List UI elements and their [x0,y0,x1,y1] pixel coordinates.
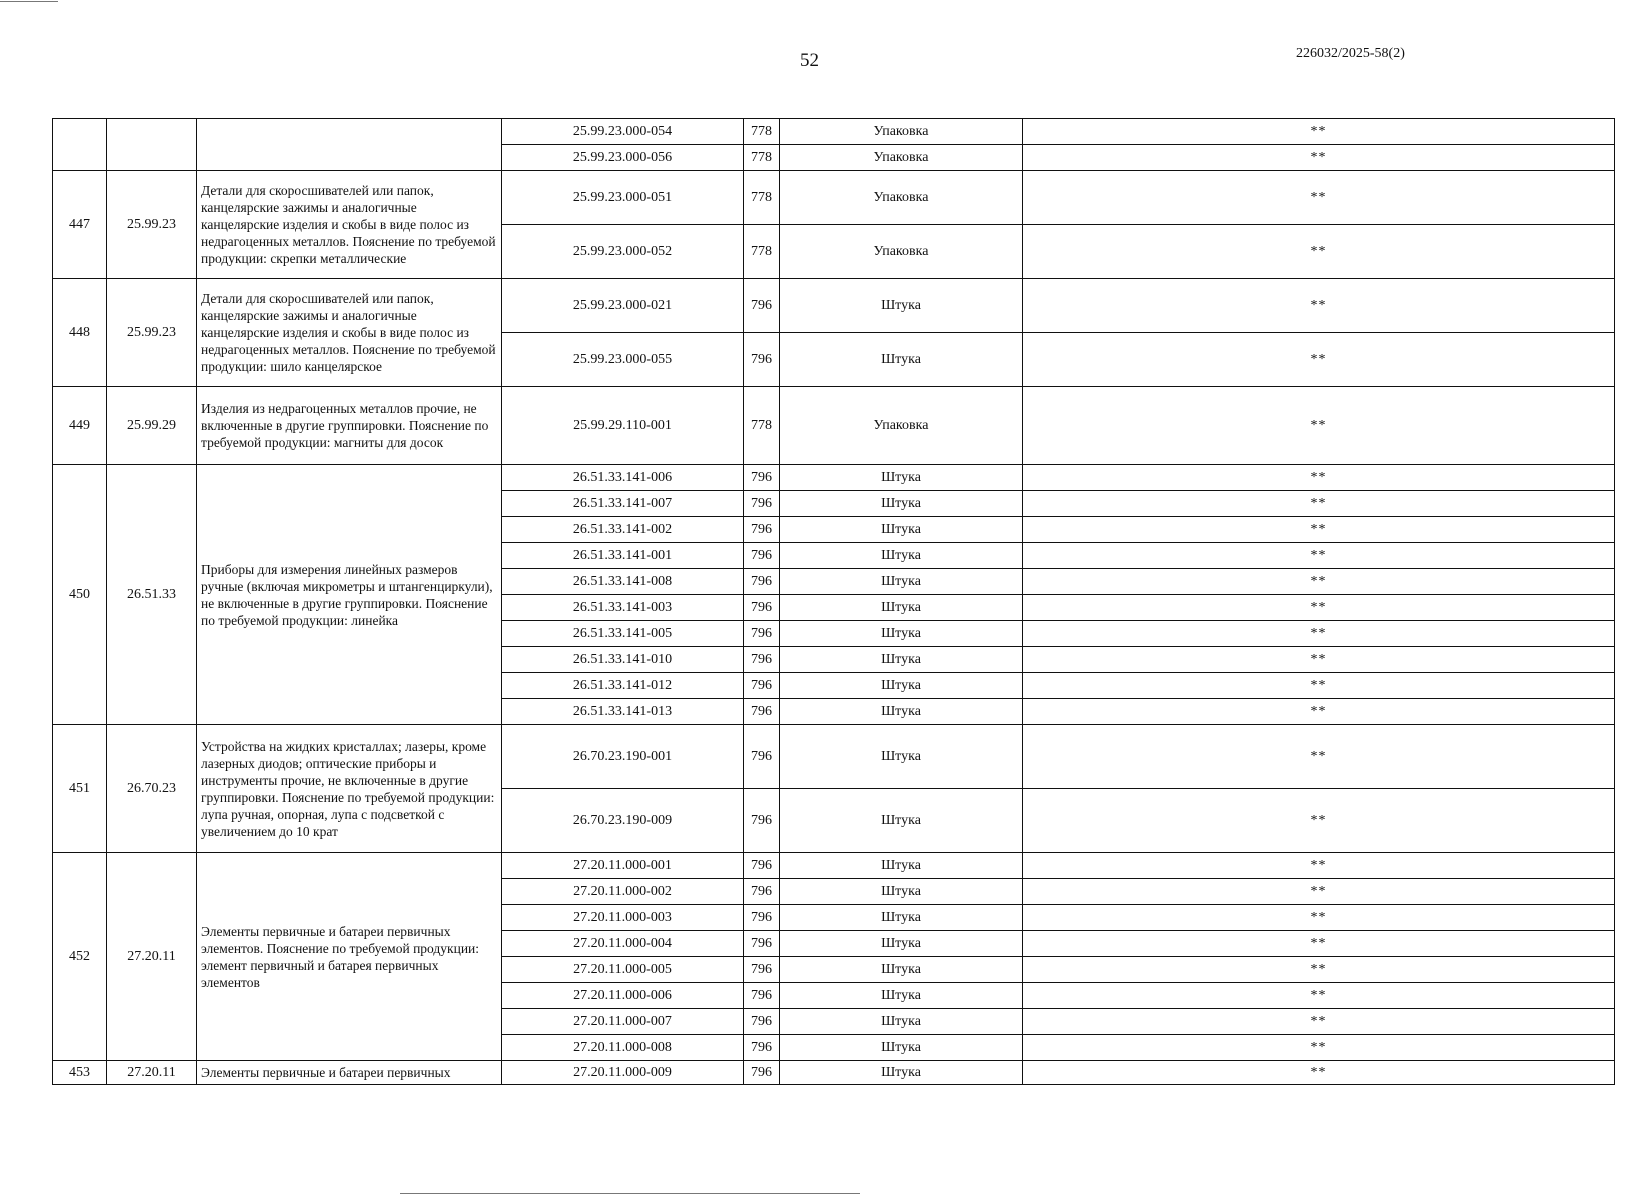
unit-name: Штука [780,1009,1023,1035]
ktru-code: 27.20.11.000-003 [502,905,744,931]
okei-code: 796 [744,879,780,905]
unit-name: Штука [780,465,1023,491]
okei-code: 796 [744,699,780,725]
requirement-mark: ** [1023,225,1615,279]
okei-code: 796 [744,1061,780,1085]
ktru-code: 26.70.23.190-009 [502,789,744,853]
okei-code: 796 [744,465,780,491]
unit-name: Штука [780,1061,1023,1085]
requirement-mark: ** [1023,879,1615,905]
okei-code: 796 [744,957,780,983]
okei-code: 796 [744,931,780,957]
unit-name: Упаковка [780,387,1023,465]
requirement-mark: ** [1023,543,1615,569]
okei-code: 796 [744,725,780,789]
unit-name: Штука [780,789,1023,853]
table-row [53,387,1615,465]
ktru-code: 27.20.11.000-005 [502,957,744,983]
unit-name: Штука [780,569,1023,595]
table-row [53,465,1615,491]
requirement-mark: ** [1023,621,1615,647]
requirement-mark: ** [1023,1061,1615,1085]
requirement-mark: ** [1023,957,1615,983]
product-name [197,119,502,171]
product-name: Элементы первичные и батареи первичных [197,1061,502,1085]
okei-code: 796 [744,517,780,543]
ktru-code: 26.51.33.141-005 [502,621,744,647]
requirement-mark: ** [1023,145,1615,171]
okei-code: 796 [744,673,780,699]
ktru-code: 25.99.23.000-051 [502,171,744,225]
unit-name: Штука [780,621,1023,647]
okpd2-code: 25.99.23 [107,171,197,279]
okpd2-code: 27.20.11 [107,853,197,1061]
okei-code: 796 [744,1009,780,1035]
okei-code: 796 [744,595,780,621]
unit-name: Штука [780,595,1023,621]
okpd2-code: 26.70.23 [107,725,197,853]
position-number: 452 [53,853,107,1061]
requirement-mark: ** [1023,905,1615,931]
requirement-mark: ** [1023,1009,1615,1035]
product-name: Детали для скоросшивателей или папок, канцелярские зажимы и аналогичные канцелярские изделия и скобы в виде полос из недрагоценных металлов. Пояснение по требуемой продукции: шило канцелярское [197,279,502,387]
table-row [53,1061,1615,1085]
okpd2-code: 26.51.33 [107,465,197,725]
ktru-code: 25.99.23.000-055 [502,333,744,387]
requirement-mark: ** [1023,517,1615,543]
unit-name: Штука [780,517,1023,543]
unit-name: Упаковка [780,171,1023,225]
ktru-code: 26.51.33.141-008 [502,569,744,595]
requirement-mark: ** [1023,569,1615,595]
okei-code: 778 [744,145,780,171]
position-number: 447 [53,171,107,279]
position-number: 448 [53,279,107,387]
position-number: 450 [53,465,107,725]
unit-name: Штука [780,1035,1023,1061]
okei-code: 778 [744,387,780,465]
okpd2-code: 25.99.23 [107,279,197,387]
okei-code: 796 [744,543,780,569]
product-name: Устройства на жидких кристаллах; лазеры, кроме лазерных диодов; оптические приборы и инструменты прочие, не включенные в другие группировки. Пояснение по требуемой продукции: лупа ручная, опорная, лупа с подсветкой с увеличением до 10 крат [197,725,502,853]
okei-code: 796 [744,647,780,673]
registry-table-body [53,119,1615,1085]
unit-name: Штука [780,647,1023,673]
unit-name: Упаковка [780,119,1023,145]
okei-code: 796 [744,279,780,333]
requirement-mark: ** [1023,171,1615,225]
okei-code: 796 [744,621,780,647]
unit-name: Упаковка [780,225,1023,279]
requirement-mark: ** [1023,465,1615,491]
requirement-mark: ** [1023,983,1615,1009]
table-row [53,279,1615,333]
okpd2-code [107,119,197,171]
okpd2-code: 25.99.29 [107,387,197,465]
position-number: 453 [53,1061,107,1085]
page-number: 52 [800,50,819,71]
ktru-code: 27.20.11.000-004 [502,931,744,957]
okei-code: 778 [744,119,780,145]
requirement-mark: ** [1023,853,1615,879]
ktru-code: 26.51.33.141-007 [502,491,744,517]
okei-code: 796 [744,853,780,879]
unit-name: Штука [780,905,1023,931]
unit-name: Упаковка [780,145,1023,171]
unit-name: Штука [780,957,1023,983]
requirement-mark: ** [1023,931,1615,957]
ktru-code: 26.51.33.141-002 [502,517,744,543]
ktru-code: 26.51.33.141-003 [502,595,744,621]
okei-code: 796 [744,789,780,853]
product-name: Элементы первичные и батареи первичных элементов. Пояснение по требуемой продукции: элемент первичный и батарея первичных элементов [197,853,502,1061]
ktru-code: 25.99.23.000-052 [502,225,744,279]
scan-line [0,1,58,2]
product-name: Детали для скоросшивателей или папок, канцелярские зажимы и аналогичные канцелярские изделия и скобы в виде полос из недрагоценных металлов. Пояснение по требуемой продукции: скрепки металлические [197,171,502,279]
okei-code: 778 [744,171,780,225]
okei-code: 796 [744,491,780,517]
requirement-mark: ** [1023,725,1615,789]
table-row [53,171,1615,225]
ktru-code: 26.51.33.141-001 [502,543,744,569]
unit-name: Штука [780,725,1023,789]
position-number [53,119,107,171]
okei-code: 778 [744,225,780,279]
ktru-code: 25.99.23.000-021 [502,279,744,333]
ktru-code: 27.20.11.000-008 [502,1035,744,1061]
requirement-mark: ** [1023,333,1615,387]
unit-name: Штука [780,699,1023,725]
position-number: 449 [53,387,107,465]
okpd2-code: 27.20.11 [107,1061,197,1085]
requirement-mark: ** [1023,673,1615,699]
document-number: 226032/2025-58(2) [1296,46,1405,61]
requirement-mark: ** [1023,595,1615,621]
ktru-code: 26.51.33.141-013 [502,699,744,725]
requirement-mark: ** [1023,387,1615,465]
requirement-mark: ** [1023,119,1615,145]
requirement-mark: ** [1023,789,1615,853]
requirement-mark: ** [1023,699,1615,725]
requirement-mark: ** [1023,1035,1615,1061]
unit-name: Штука [780,879,1023,905]
product-name: Изделия из недрагоценных металлов прочие, не включенные в другие группировки. Пояснение по требуемой продукции: магниты для досок [197,387,502,465]
unit-name: Штука [780,543,1023,569]
ktru-code: 27.20.11.000-007 [502,1009,744,1035]
table-row [53,119,1615,145]
ktru-code: 27.20.11.000-001 [502,853,744,879]
okei-code: 796 [744,905,780,931]
ktru-code: 26.51.33.141-006 [502,465,744,491]
okei-code: 796 [744,1035,780,1061]
okei-code: 796 [744,569,780,595]
product-name: Приборы для измерения линейных размеров ручные (включая микрометры и штангенциркули), не включенные в другие группировки. Пояснение по требуемой продукции: линейка [197,465,502,725]
requirement-mark: ** [1023,647,1615,673]
requirement-mark: ** [1023,491,1615,517]
registry-table [52,118,1615,1085]
unit-name: Штука [780,853,1023,879]
ktru-code: 25.99.23.000-056 [502,145,744,171]
unit-name: Штука [780,673,1023,699]
ktru-code: 27.20.11.000-006 [502,983,744,1009]
ktru-code: 26.51.33.141-010 [502,647,744,673]
ktru-code: 27.20.11.000-009 [502,1061,744,1085]
ktru-code: 27.20.11.000-002 [502,879,744,905]
requirement-mark: ** [1023,279,1615,333]
ktru-code: 26.51.33.141-012 [502,673,744,699]
unit-name: Штука [780,983,1023,1009]
unit-name: Штука [780,333,1023,387]
okei-code: 796 [744,333,780,387]
position-number: 451 [53,725,107,853]
scan-line [400,1193,860,1194]
ktru-code: 25.99.23.000-054 [502,119,744,145]
okei-code: 796 [744,983,780,1009]
unit-name: Штука [780,931,1023,957]
unit-name: Штука [780,279,1023,333]
table-row [53,853,1615,879]
unit-name: Штука [780,491,1023,517]
ktru-code: 26.70.23.190-001 [502,725,744,789]
ktru-code: 25.99.29.110-001 [502,387,744,465]
table-row [53,725,1615,789]
